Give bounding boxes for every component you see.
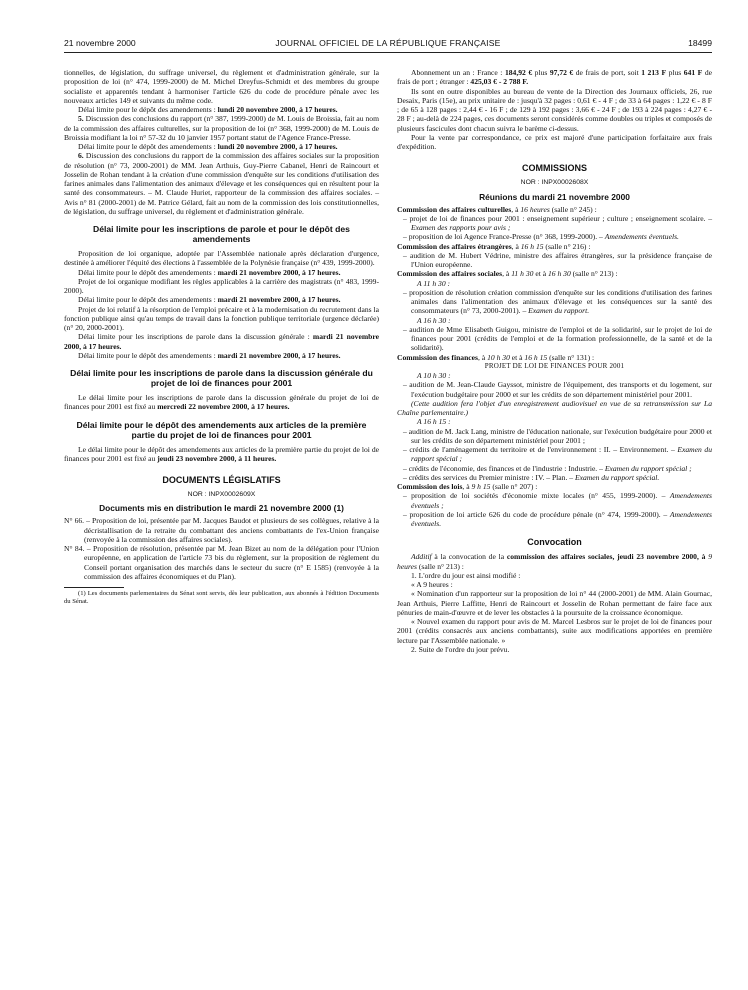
paragraph: Pour la vente par correspondance, ce prix est majoré d'une participation forfaitaire aux frais d'expédition. (397, 132, 712, 151)
paragraph: 1. L'ordre du jour est ainsi modifié : (411, 570, 521, 580)
section-heading: Délai limite pour le dépôt des amendements aux articles de la première partie du projet de loi de finances pour 2001 (76, 419, 367, 440)
paragraph: « Nomination d'un rapporteur sur la proposition de loi n° 44 (2000-2001) de MM. Alain Gournac, Jean Arthuis, Pierre Laffitte, Henri de Raincourt et Josselin de Rohan permettant de faire face aux pénuries de main-d'œuvre et de lever les obstacles à la poursuite de la croissance économique. (397, 589, 712, 617)
time-slot: A 11 h 30 : (417, 278, 451, 288)
nor-reference: NOR : INPX0002608X (520, 179, 589, 187)
left-column (64, 68, 379, 654)
agenda-item: – proposition de résolution création commission d'enquête sur les conditions d'utilisation des farines animales dans l'alimentation des animaux d'élevage et les conséquences sur la santé des consommateurs (n° 73, 2000-2001). – Examen du rapport. (403, 287, 712, 316)
agenda-item: – audition de M. Hubert Védrine, ministre des affaires étrangères, sur la présidence française de l'Union européenne. (403, 250, 712, 269)
header-date: 21 novembre 2000 (64, 38, 136, 48)
section-heading: DOCUMENTS LÉGISLATIFS (162, 475, 281, 485)
paragraph: Délai limite pour le dépôt des amendements : mardi 21 novembre 2000, à 17 heures. (78, 350, 341, 360)
section-heading: Convocation (527, 537, 582, 548)
paragraph: Projet de loi relatif à la résorption de l'emploi précaire et à la modernisation du recrutement dans la fonction publique ainsi qu'au temps de travail dans la fonction publique territoriale (urgence déclarée) (n° 20, 2000-2001). (64, 304, 379, 332)
paragraph: 6. Discussion des conclusions du rapport de la commission des affaires sociales sur la proposition de résolution (n° 73, 2000-2001) de MM. Jean Arthuis, Guy-Pierre Cabanel, Henri de Raincourt et Josselin de Rohan tendant à la création d'une commission d'enquête sur les conditions d'utilisation des farines animales dans l'alimentation des animaux d'élevage et les conséquences qui en résultent pour la santé des consommateurs. – M. Claude Huriet, rapporteur de la commission des affaires sociales. – Avis n° 81 (2000-2001) de M. Patrice Gélard, fait au nom de la commission des lois constitutionnelles, de législation, du suffrage universel, du règlement et d'administration générale. (64, 151, 380, 216)
two-column-body (64, 68, 712, 654)
subsection-heading: Documents mis en distribution le mardi 21 novembre 2000 (1) (99, 503, 344, 514)
subsection-heading: Réunions du mardi 21 novembre 2000 (479, 191, 630, 202)
time-slot: A 16 h 30 : (417, 315, 451, 325)
paragraph: Ils sont en outre disponibles au bureau de vente de la Direction des Journaux officiels, 26, rue Desaix, Paris (15e), au prix unitaire de : jusqu'à 32 pages : 0,61 € - 4 F ; de 33 à 64 pages : 1,22 € - 8 F ; de 65 à 128 pages : 2,44 € - 16 F ; de 129 à 192 pages : 3,66 € - 24 F ; de 193 à 224 pages : 4,27 € - 28 F ; au-delà de 224 pages, ces documents seront considérés comme doubles ou triples et composés de plusieurs fascicules dont chacun suivra le barème ci-dessus. (397, 86, 712, 133)
document-entry: N° 66. – Proposition de loi, présentée par M. Jacques Baudot et plusieurs de ses collègues, relative à la décristallisation de la retraite du combattant des anciens combattants de l'ex-Union française (renvoyée à la commission des affaires sociales). (64, 516, 379, 544)
header-title: JOURNAL OFFICIEL DE LA RÉPUBLIQUE FRANÇAISE (275, 38, 501, 48)
paragraph: Délai limite pour le dépôt des amendements : lundi 20 novembre 2000, à 17 heures. (78, 105, 338, 114)
commission-entry: Commission des affaires culturelles, à 16 heures (salle n° 245) : (397, 204, 597, 214)
agenda-item: – proposition de loi sociétés d'économie mixte locales (n° 455, 1999-2000). – Amendements éventuels ; (403, 491, 712, 510)
agenda-note: (Cette audition fera l'objet d'un enregistrement audiovisuel en vue de sa retransmission sur La Chaîne parlementaire.) (397, 398, 712, 417)
section-heading: Délai limite pour les inscriptions de parole et pour le dépôt des amendements (93, 224, 350, 244)
footnote: (1) Les documents parlementaires du Sénat sont servis, dès leur publication, aux abonnés à l'édition Documents du Sénat. (64, 590, 379, 605)
agenda-item: – proposition de loi Agence France-Presse (n° 368, 1999-2000). – Amendements éventuels. (403, 232, 679, 242)
agenda-subheading: PROJET DE LOI DE FINANCES POUR 2001 (484, 361, 625, 370)
paragraph: Délai limite pour le dépôt des amendements : mardi 21 novembre 2000, à 17 heures. (78, 295, 341, 305)
section-heading: Délai limite pour les inscriptions de parole dans la discussion générale du projet de loi de finances pour 2001 (70, 368, 373, 388)
paragraph: Délai limite pour le dépôt des amendements : mardi 21 novembre 2000, à 17 heures. (78, 267, 341, 277)
time-slot: A 16 h 15 : (417, 417, 451, 427)
agenda-item: – projet de loi de finances pour 2001 : enseignement supérieur ; culture ; enseignement scolaire. – Examen des rapports pour avis ; (403, 213, 712, 232)
paragraph: « Nouvel examen du rapport pour avis de M. Marcel Lesbros sur le projet de loi de finances pour 2001 (crédits consacrés aux anciens combattants), suite aux modifications apportées en première lecture par l'Assemblée nationale. » (397, 617, 712, 645)
commission-entry: Commission des affaires sociales, à 11 h 30 et à 16 h 30 (salle n° 213) : (397, 269, 618, 279)
paragraph: 5. Discussion des conclusions du rapport (n° 387, 1999-2000) de M. Louis de Broissia, fait au nom de la commission des affaires culturelles, sur la proposition de loi (n° 368, 1999-2000) de M. Louis de Broissia modifiant la loi n° 57-32 du 10 janvier 1957 portant statut de l'Agence France-Presse. (64, 114, 380, 142)
paragraph: Proposition de loi organique, adoptée par l'Assemblée nationale après déclaration d'urgence, destinée à améliorer l'équité des élections à l'assemblée de la Polynésie française (n° 439, 1999-2000). (64, 249, 379, 268)
nor-reference: NOR : INPX0002609X (187, 491, 256, 498)
document-entry: N° 84. – Proposition de résolution, présentée par M. Jean Bizet au nom de la délégation pour l'Union européenne, en application de l'article 73 bis du règlement, sur la proposition de règlement du Conseil portant organisation des marchés dans le secteur du sucre (n° E 1585) (renvoyée à la commission des affaires économiques et du Plan). (64, 544, 379, 581)
commission-entry: Commission des lois, à 9 h 15 (salle n° 207) : (397, 482, 538, 491)
section-heading: COMMISSIONS (521, 163, 587, 174)
paragraph: Le délai limite pour le dépôt des amendements aux articles de la première partie du projet de loi de finances pour 2001 est fixé au jeudi 23 novembre 2000, à 11 heures. (64, 444, 379, 463)
paragraph: Additif à la convocation de la commission des affaires sociales, jeudi 23 novembre 2000, à 9 heures (salle n° 213) : (397, 552, 712, 571)
commission-entry: Commission des affaires étrangères, à 16 h 15 (salle n° 216) : (397, 241, 591, 251)
agenda-item: – proposition de loi article 626 du code de procédure pénale (n° 474, 1999-2000). – Amendements éventuels. (403, 509, 712, 528)
agenda-item: – audition de Mme Elisabeth Guigou, ministre de l'emploi et de la solidarité, sur le projet de loi de finances pour 2001 (crédits de l'emploi et de la formation professionnelle, de la santé et de la solidarité). (403, 324, 712, 353)
paragraph: Projet de loi organique modifiant les règles applicables à la carrière des magistrats (n° 483, 1999-2000). (64, 276, 379, 295)
agenda-item: – crédits de l'aménagement du territoire et de l'environnement : II. – Environnement. – Examen du rapport spécial ; (403, 445, 713, 464)
agenda-item: – crédits des services du Premier ministre : IV. – Plan. – Examen du rapport spécial. (403, 472, 660, 482)
agenda-item: – audition de M. Jack Lang, ministre de l'éducation nationale, sur l'exécution budgétaire pour 2000 et sur les crédits de son département ministériel pour 2001 ; (403, 426, 712, 445)
agenda-item: – crédits de l'économie, des finances et de l'industrie : Industrie. – Examen du rapport spécial ; (403, 463, 692, 473)
header-rule (64, 52, 712, 53)
paragraph: Abonnement un an : France : 184,92 € plus 97,72 € de frais de port, soit 1 213 F plus 641 F de frais de port ; étranger : 425,03 € - 2 788 F. (397, 68, 713, 87)
paragraph: « A 9 heures : (411, 580, 453, 589)
right-column (397, 68, 712, 654)
time-slot: A 10 h 30 : (417, 371, 451, 380)
header-page-number: 18499 (688, 38, 712, 48)
paragraph: 2. Suite de l'ordre du jour prévu. (411, 644, 510, 654)
commission-entry: Commission des finances, à 10 h 30 et à 16 h 15 (salle n° 131) : (397, 352, 595, 362)
paragraph: Délai limite pour le dépôt des amendements : lundi 20 novembre 2000, à 17 heures. (78, 142, 338, 151)
running-header (64, 38, 712, 52)
paragraph: Délai limite pour les inscriptions de parole dans la discussion générale : mardi 21 novembre 2000, à 17 heures. (64, 332, 379, 351)
paragraph: Le délai limite pour les inscriptions de parole dans la discussion générale du projet de loi de finances pour 2001 est fixé au mercredi 22 novembre 2000, à 17 heures. (64, 393, 379, 412)
agenda-item: – audition de M. Jean-Claude Gayssot, ministre de l'équipement, des transports et du logement, sur l'exécution budgétaire pour 2000 et sur les crédits de son département ministériel pour 2001. (403, 380, 712, 399)
footnote-rule (64, 587, 124, 588)
paragraph: tionnelles, de législation, du suffrage universel, du règlement et d'administration générale, sur la proposition de loi (n° 474, 1999-2000) de M. Michel Dreyfus-Schmidt et des membres du groupe socialiste et apparentés tendant à harmoniser l'article 626 du code de procédure pénale avec les nouveaux articles 149 et suivants du même code. (64, 68, 379, 105)
